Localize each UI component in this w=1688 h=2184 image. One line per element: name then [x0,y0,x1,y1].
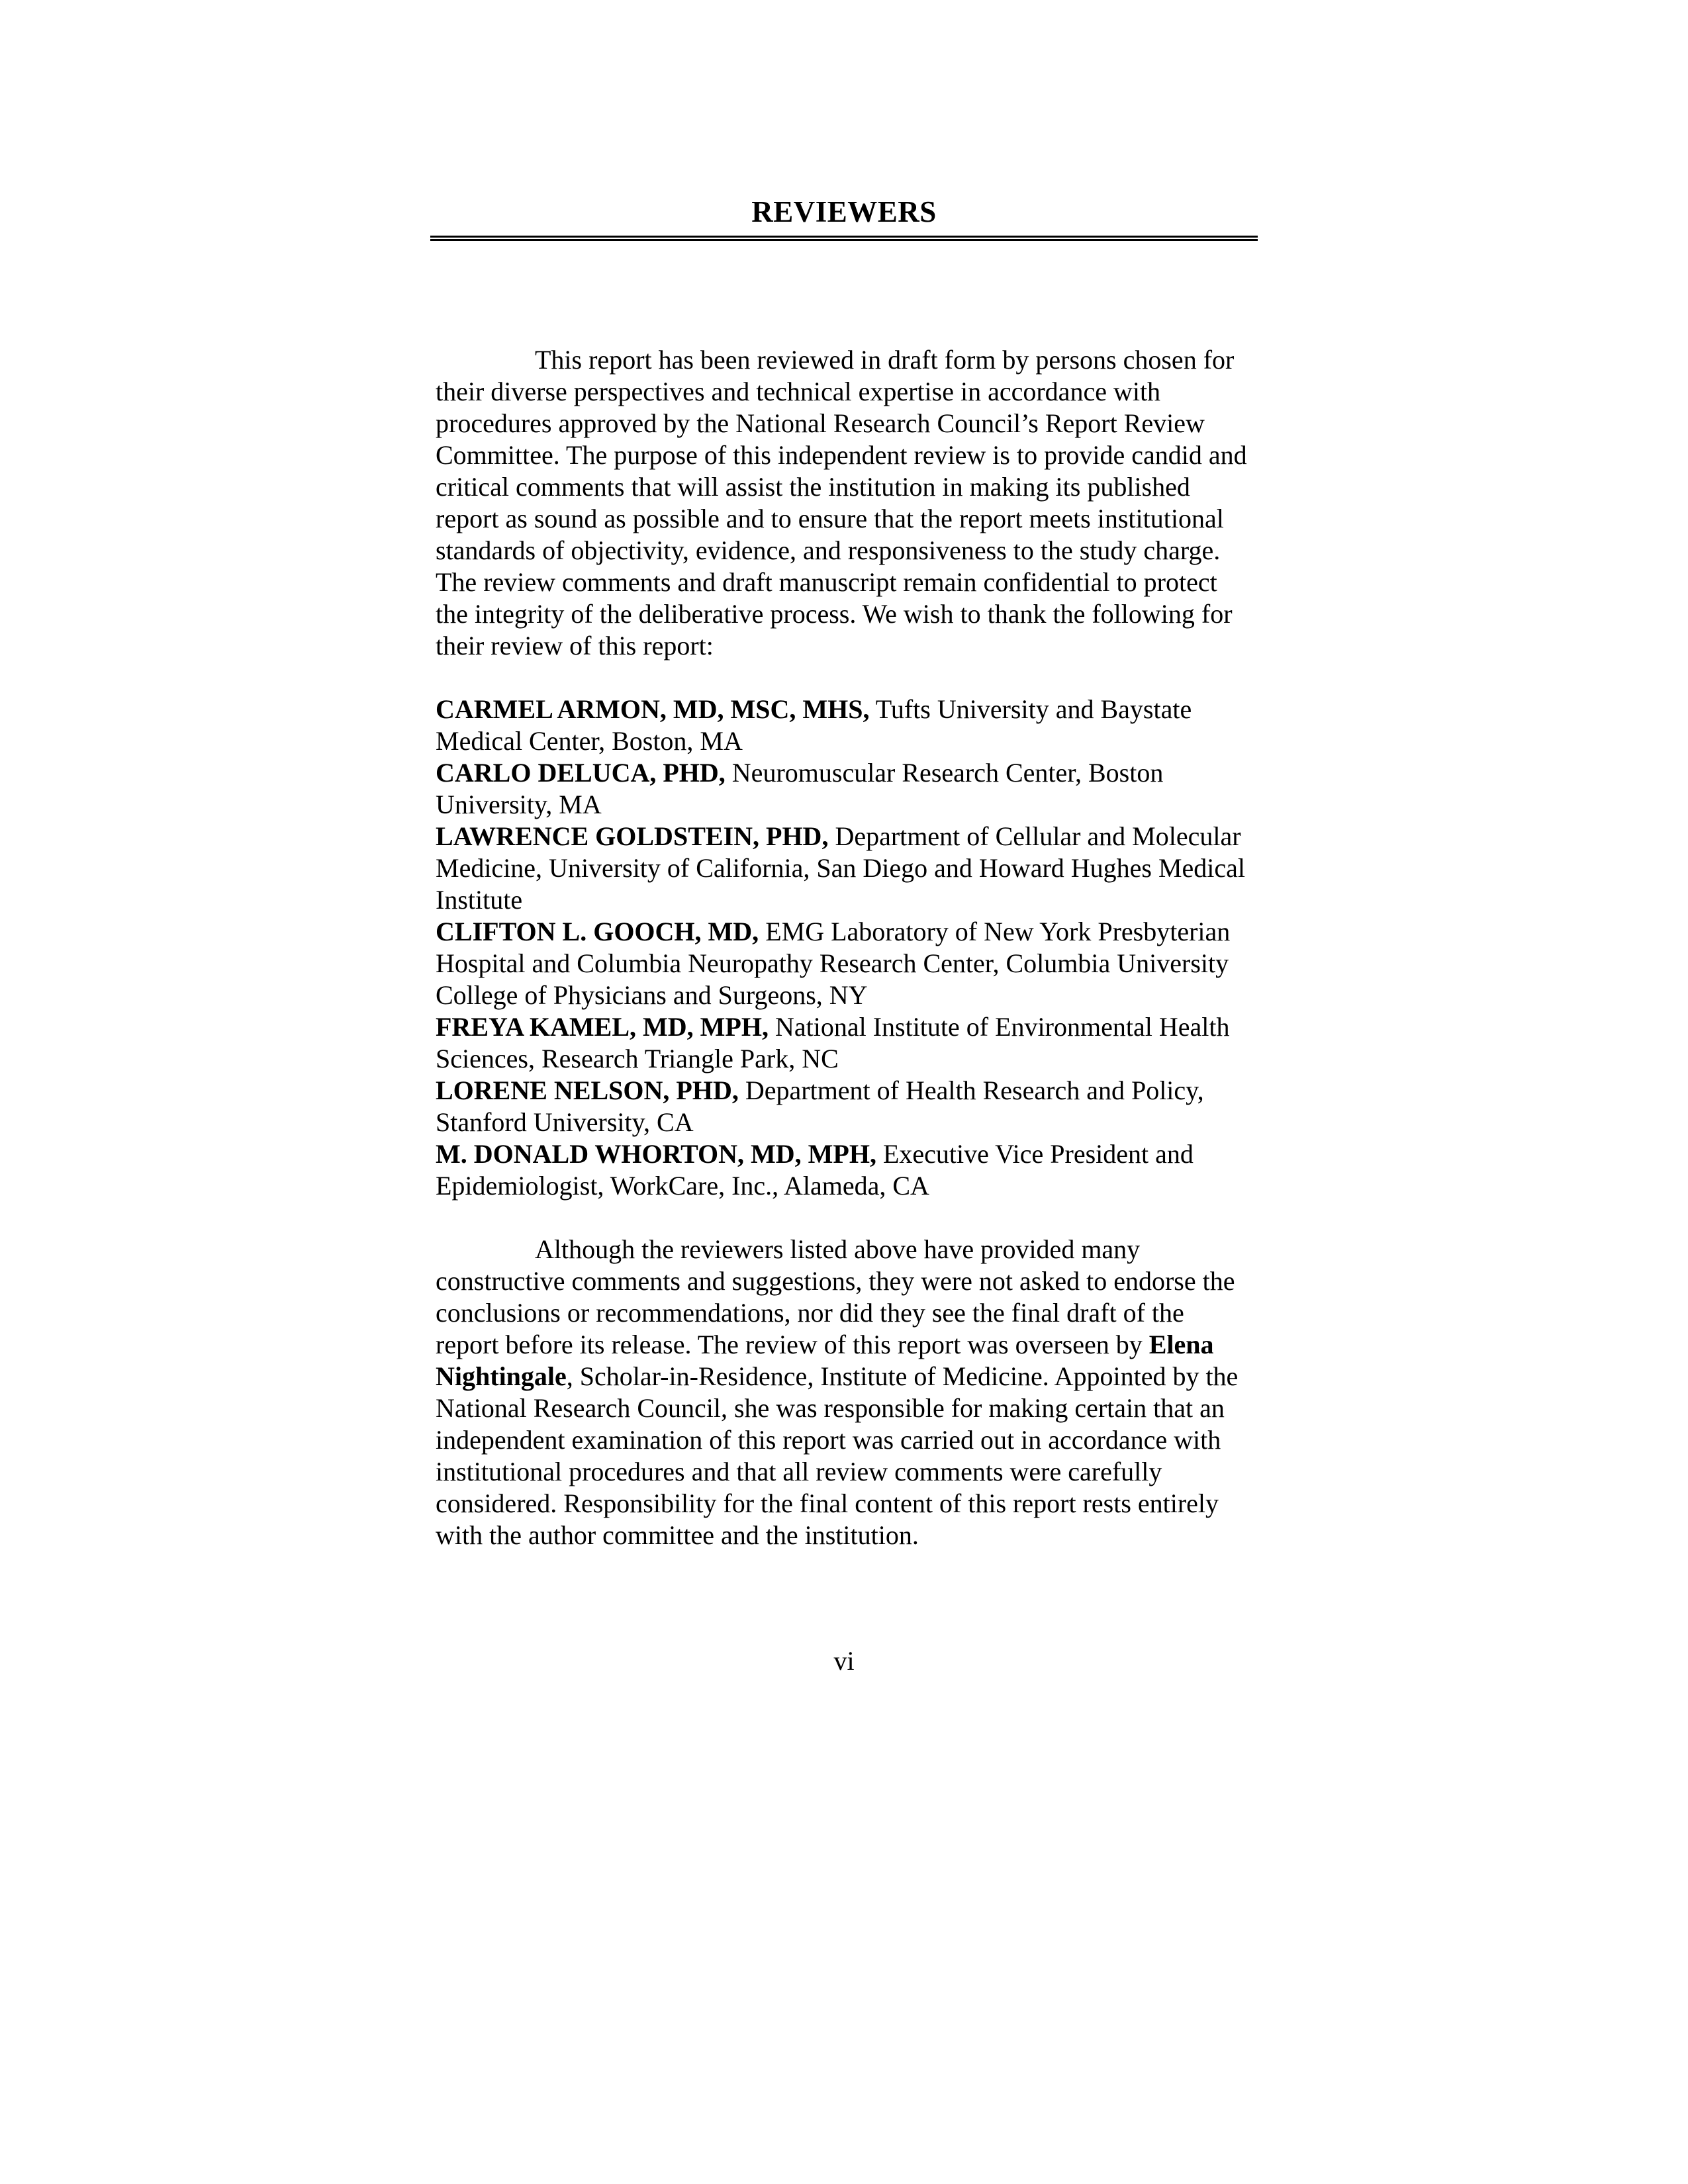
report-page [430,192,1258,1551]
reviewer-entry [436,821,1252,916]
page-content [436,344,1252,1551]
reviewer-name: LAWRENCE GOLDSTEIN, PHD, [436,821,829,851]
reviewer-affiliation: EMG Laboratory of New York Presbyterian Hospital and Columbia Neuropathy Research Center, Columbia University College of Physicians and Surgeons, NY [436,917,1231,1010]
reviewer-entry [436,1138,1252,1202]
reviewer-affiliation: Department of Health Research and Policy, Stanford University, CA [436,1075,1204,1137]
reviewer-name: CLIFTON L. GOOCH, MD, [436,917,759,946]
page-number: vi [833,1646,855,1676]
overseer-name: Elena Nightingale [436,1330,1214,1391]
reviewer-affiliation: National Institute of Environmental Health Sciences, Research Triangle Park, NC [436,1012,1230,1073]
reviewer-entry [436,757,1252,821]
closing-text-before: Although the reviewers listed above have provided many constructive comments and suggestions, they were not asked to endorse the conclusions or recommendations, nor did they see the final draft of the report before its release. The review of this report was overseen by [436,1234,1235,1359]
reviewer-entry [436,694,1252,757]
reviewer-affiliation: Neuromuscular Research Center, Boston University, MA [436,758,1164,819]
reviewer-entry [436,1011,1252,1075]
reviewer-name: CARLO DELUCA, PHD, [436,758,726,788]
reviewer-affiliation: Executive Vice President and Epidemiologist, WorkCare, Inc., Alameda, CA [436,1139,1194,1201]
reviewer-affiliation: Tufts University and Baystate Medical Center, Boston, MA [436,694,1192,756]
reviewer-name: FREYA KAMEL, MD, MPH, [436,1012,769,1042]
page-title: REVIEWERS [751,195,937,228]
closing-paragraph [436,1234,1252,1551]
reviewer-name: CARMEL ARMON, MD, MSC, MHS, [436,694,870,724]
reviewer-list [436,694,1252,1202]
intro-paragraph: This report has been reviewed in draft form by persons chosen for their diverse perspectives and technical expertise in accordance with procedures approved by the National Research Council’s Report Review Committee. The purpose of this independent review is to provide candid and critical comments that will assist the institution in making its published report as sound as possible and to ensure that the report meets institutional standards of objectivity, evidence, and responsiveness to the study charge. The review comments and draft manuscript remain confidential to protect the integrity of the deliberative process. We wish to thank the following for their review of this report: [436,345,1247,660]
reviewer-affiliation: Department of Cellular and Molecular Medicine, University of California, San Diego and Howard Hughes Medical Institute [436,821,1246,915]
reviewer-name: LORENE NELSON, PHD, [436,1075,739,1105]
reviewer-entry [436,1075,1252,1138]
closing-text-after: , Scholar-in-Residence, Institute of Medicine. Appointed by the National Research Council, she was responsible for making certain that an independent examination of this report was carried out in accordance with institutional procedures and that all review comments were carefully considered. Responsibility for the final content of this report rests entirely with the author committee and the institution. [436,1361,1239,1550]
title-double-rule [430,236,1258,241]
reviewer-name: M. DONALD WHORTON, MD, MPH, [436,1139,876,1169]
reviewer-entry [436,916,1252,1011]
